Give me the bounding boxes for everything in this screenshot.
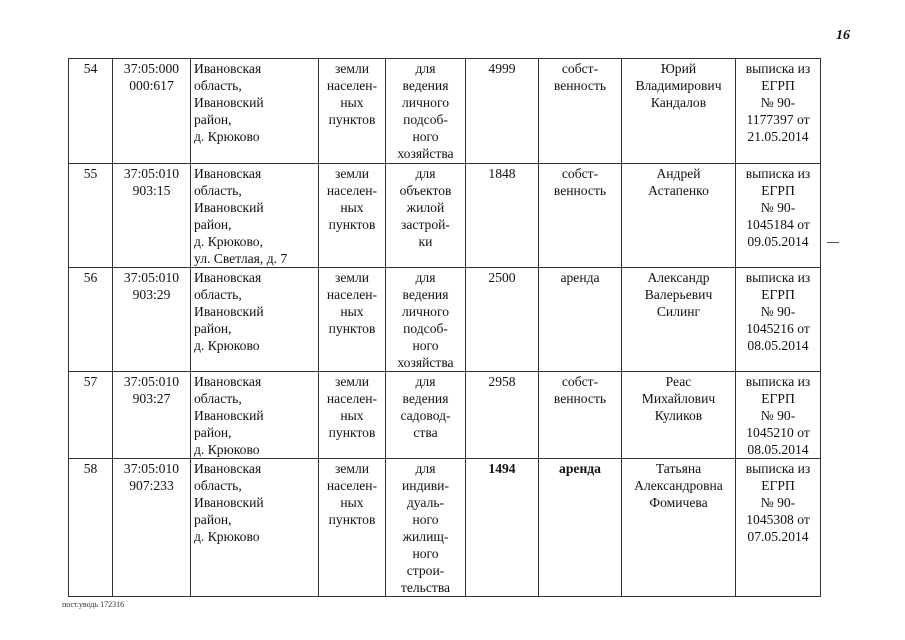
- table-row: [69, 372, 821, 459]
- document-cell: выписка из ЕГРП № 90- 1045308 от 07.05.2014: [736, 459, 821, 597]
- permitted-use-cell: для объектов жилой застрой- ки: [386, 164, 466, 268]
- land-plots-table: [68, 58, 821, 597]
- permitted-use-cell: для ведения садовод- ства: [386, 372, 466, 459]
- document-cell: выписка из ЕГРП № 90- 1045210 от 08.05.2014: [736, 372, 821, 459]
- cadastral-number-cell: 37:05:010 907:233: [113, 459, 191, 597]
- right-type-cell: собст- венность: [539, 59, 622, 164]
- address-cell: Ивановская область, Ивановский район, д. Крюково: [191, 59, 319, 164]
- right-type-cell: аренда: [539, 459, 622, 597]
- footer-note: пост.уводь 172316: [62, 600, 125, 609]
- permitted-use-cell: для ведения личного подсоб- ного хозяйства: [386, 59, 466, 164]
- right-type-cell: собст- венность: [539, 164, 622, 268]
- owner-cell: Юрий Владимирович Кандалов: [622, 59, 736, 164]
- table-row: [69, 59, 821, 164]
- owner-cell: Александр Валерьевич Силинг: [622, 268, 736, 372]
- permitted-use-cell: для ведения личного подсоб- ного хозяйства: [386, 268, 466, 372]
- cadastral-number-cell: 37:05:010 903:29: [113, 268, 191, 372]
- owner-cell: Татьяна Александровна Фомичева: [622, 459, 736, 597]
- area-cell: 1848: [466, 164, 539, 268]
- document-cell: выписка из ЕГРП № 90- 1177397 от 21.05.2014: [736, 59, 821, 164]
- row-number-cell: 54: [69, 59, 113, 164]
- page-number: 16: [836, 28, 850, 43]
- right-type-cell: собст- венность: [539, 372, 622, 459]
- cadastral-number-cell: 37:05:000 000:617: [113, 59, 191, 164]
- table-row: [69, 459, 821, 597]
- owner-cell: Андрей Астапенко: [622, 164, 736, 268]
- cadastral-number-cell: 37:05:010 903:27: [113, 372, 191, 459]
- document-cell: выписка из ЕГРП № 90- 1045216 от 08.05.2014: [736, 268, 821, 372]
- land-category-cell: земли населен- ных пунктов: [319, 372, 386, 459]
- address-cell: Ивановская область, Ивановский район, д. Крюково: [191, 459, 319, 597]
- row-number-cell: 56: [69, 268, 113, 372]
- owner-cell: Реас Михайлович Куликов: [622, 372, 736, 459]
- table-row: [69, 164, 821, 268]
- land-category-cell: земли населен- ных пунктов: [319, 268, 386, 372]
- permitted-use-cell: для индиви- дуаль- ного жилищ- ного строи- тельства: [386, 459, 466, 597]
- row-number-cell: 57: [69, 372, 113, 459]
- address-cell: Ивановская область, Ивановский район, д. Крюково, ул. Светлая, д. 7: [191, 164, 319, 268]
- document-cell: выписка из ЕГРП № 90- 1045184 от 09.05.2014: [736, 164, 821, 268]
- land-category-cell: земли населен- ных пунктов: [319, 164, 386, 268]
- area-cell: 2958: [466, 372, 539, 459]
- area-cell: 2500: [466, 268, 539, 372]
- row-number-cell: 55: [69, 164, 113, 268]
- cadastral-number-cell: 37:05:010 903:15: [113, 164, 191, 268]
- margin-mark: [827, 242, 839, 243]
- address-cell: Ивановская область, Ивановский район, д. Крюково: [191, 268, 319, 372]
- area-cell: 4999: [466, 59, 539, 164]
- address-cell: Ивановская область, Ивановский район, д. Крюково: [191, 372, 319, 459]
- right-type-cell: аренда: [539, 268, 622, 372]
- land-category-cell: земли населен- ных пунктов: [319, 459, 386, 597]
- table-row: [69, 268, 821, 372]
- area-cell: 1494: [466, 459, 539, 597]
- land-category-cell: земли населен- ных пунктов: [319, 59, 386, 164]
- row-number-cell: 58: [69, 459, 113, 597]
